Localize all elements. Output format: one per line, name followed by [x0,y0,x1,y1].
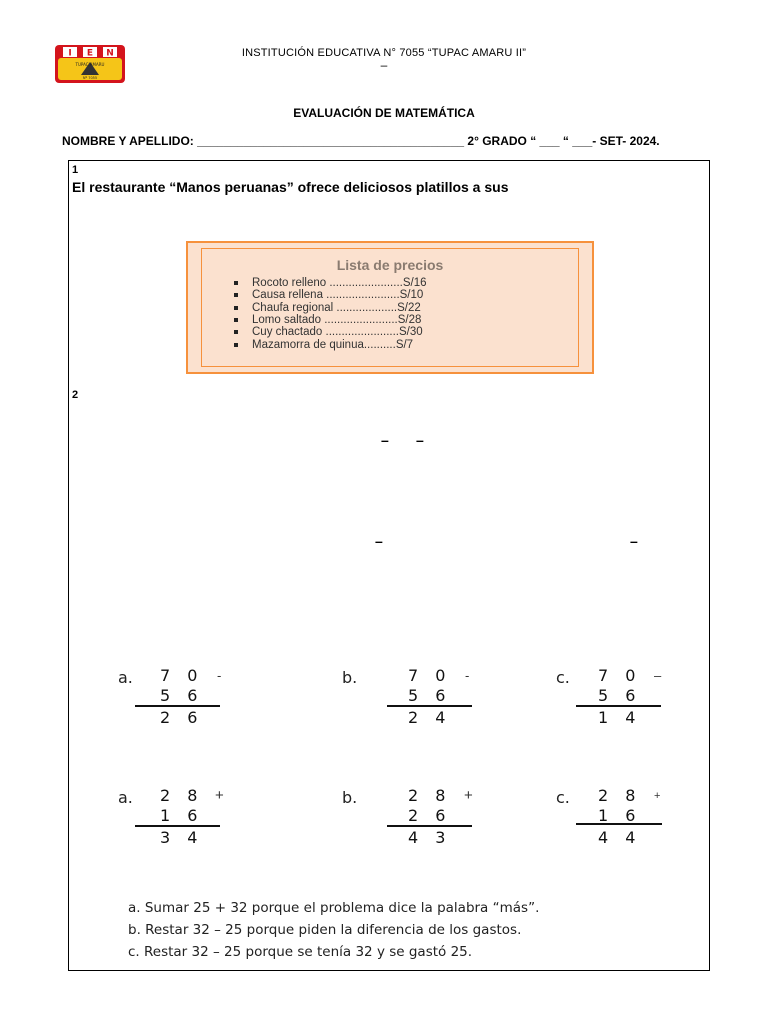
sum-line [135,825,220,827]
blank-dash: – [381,432,389,448]
blank-dash: – [630,533,638,549]
question-1-text: El restaurante “Manos peruanas” ofrece deliciosos platillos a sus [72,179,509,195]
question-1-number: 1 [72,164,79,176]
minus-sign: – [654,668,662,683]
svg-text:Nº 7055: Nº 7055 [82,76,98,80]
operand-top: 2 8 [408,786,452,805]
logo-letter-n: N [106,48,114,59]
option-label[interactable]: a. [118,788,133,807]
bullet-icon [234,281,238,285]
svg-text:TUPAC AMARU: TUPAC AMARU [75,62,105,67]
operand-bottom: 5 6 [598,686,642,705]
blank-dash: – [416,432,424,448]
option-label[interactable]: a. [118,668,133,687]
result: 4 4 [598,828,642,847]
option-label[interactable]: b. [342,788,358,807]
blank-dash: – [375,533,383,549]
option-label[interactable]: b. [342,668,358,687]
operand-bottom: 1 6 [160,806,204,825]
result: 3 4 [160,828,204,847]
institution-name: INSTITUCIÓN EDUCATIVA N° 7055 “TUPAC AMARU II” [241,47,527,59]
logo-letter-e: E [86,48,94,59]
sum-line [576,823,662,825]
price-list-title: Lista de precios [336,257,444,273]
question-2-number: 2 [72,389,79,401]
result: 1 4 [598,708,642,727]
result: 2 6 [160,708,204,727]
bullet-icon [234,343,238,347]
bullet-icon [234,330,238,334]
bullet-icon [234,293,238,297]
minus-sign: - [217,668,222,683]
operand-bottom: 5 6 [160,686,204,705]
price-item: Cuy chactado .......................S/30 [234,326,423,338]
operand-top: 7 0 [598,666,642,685]
reason-option-a[interactable]: a. Sumar 25 + 32 porque el problema dice la palabra “más”. [128,900,540,916]
result: 2 4 [408,708,452,727]
price-item: Chaufa regional ...................S/22 [234,302,421,314]
option-label[interactable]: c. [556,788,570,807]
operand-bottom: 2 6 [408,806,452,825]
bullet-icon [234,318,238,322]
price-item: Mazamorra de quinua..........S/7 [234,339,413,351]
result: 4 3 [408,828,452,847]
operand-top: 2 8 [160,786,204,805]
sum-line [576,705,661,707]
name-field-line[interactable]: NOMBRE Y APELLIDO: ________________________________________ 2° GRADO “ ___ “ ___- SET- 2024. [62,134,660,148]
operand-bottom: 5 6 [408,686,452,705]
operand-top: 2 8 [598,786,642,805]
logo-letter-i: I [68,48,72,59]
plus-sign: + [215,787,224,804]
operand-top: 7 0 [160,666,204,685]
price-item: Causa rellena .......................S/10 [234,289,423,301]
reason-option-c[interactable]: c. Restar 32 – 25 porque se tenía 32 y se gastó 25. [128,944,473,960]
sum-line [387,825,472,827]
plus-sign: + [654,790,661,802]
price-item: Rocoto relleno .......................S/16 [234,277,427,289]
operand-bottom: 1 6 [598,806,642,825]
sum-line [387,705,472,707]
operand-top: 7 0 [408,666,452,685]
minus-sign: - [465,668,470,683]
sum-line [135,705,220,707]
reason-option-b[interactable]: b. Restar 32 – 25 porque piden la diferencia de los gastos. [128,922,522,938]
bullet-icon [234,306,238,310]
plus-sign: + [464,787,473,804]
option-label[interactable]: c. [556,668,570,687]
price-item: Lomo saltado .......................S/28 [234,314,421,326]
page-title: EVALUACIÓN DE MATEMÁTICA [293,106,475,120]
institution-dash: – [380,58,388,72]
